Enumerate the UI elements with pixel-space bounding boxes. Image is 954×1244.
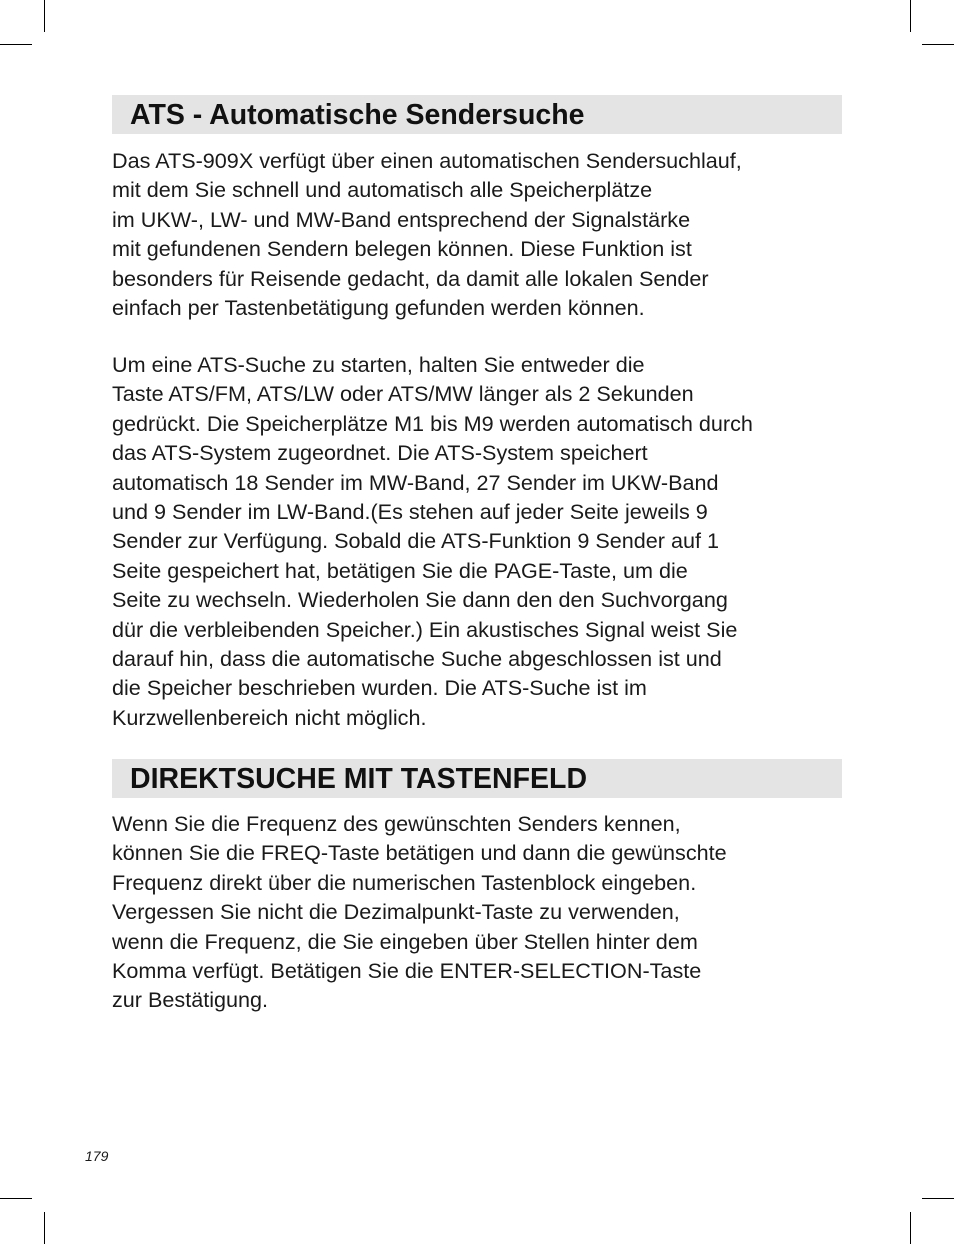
- page-number: 179: [85, 1148, 109, 1164]
- section-heading-direktsuche: DIREKTSUCHE MIT TASTENFELD: [112, 759, 842, 798]
- text-line: die Speicher beschrieben wurden. Die ATS-Suche ist im: [112, 675, 647, 701]
- text-line: Kurzwellenbereich nicht möglich.: [112, 704, 427, 730]
- text-line: Um eine ATS-Suche zu starten, halten Sie entweder die: [112, 352, 645, 377]
- crop-mark-bottom-left-vertical: [44, 1212, 45, 1244]
- paragraph-direktsuche: [112, 809, 852, 1015]
- text-line: Vergessen Sie nicht die Dezimalpunkt-Taste zu verwenden,: [112, 899, 680, 925]
- text-line: automatisch 18 Sender im MW-Band, 27 Sender im UKW-Band: [112, 469, 719, 495]
- crop-mark-top-right-vertical: [910, 0, 911, 32]
- text-line: das ATS-System zugeordnet. Die ATS-System speichert: [112, 440, 648, 466]
- text-line: Frequenz direkt über die numerischen Tastenblock eingeben.: [112, 869, 697, 895]
- crop-mark-top-right-horizontal: [922, 44, 954, 45]
- crop-mark-bottom-right-horizontal: [922, 1198, 954, 1199]
- section-heading-ats: ATS - Automatische Sendersuche: [112, 95, 842, 134]
- text-line: können Sie die FREQ-Taste betätigen und dann die gewünschte: [112, 840, 727, 866]
- crop-mark-top-left-horizontal: [0, 44, 32, 45]
- text-line: zur Bestätigung.: [112, 987, 269, 1013]
- text-line: mit gefundenen Sendern belegen können. Diese Funktion ist: [112, 236, 692, 262]
- text-line: Seite gespeichert hat, betätigen Sie die PAGE-Taste, um die: [112, 557, 688, 583]
- text-line: im UKW-, LW- und MW-Band entsprechend der Signalstärke: [112, 206, 691, 232]
- text-line: besonders für Reisende gedacht, da damit alle lokalen Sender: [112, 265, 709, 291]
- crop-mark-top-left-vertical: [44, 0, 45, 32]
- paragraph-ats-usage: [112, 350, 852, 732]
- text-line: wenn die Frequenz, die Sie eingeben über Stellen hinter dem: [112, 928, 698, 954]
- paragraph-ats-intro: [112, 146, 852, 322]
- text-line: und 9 Sender im LW-Band.(Es stehen auf jeder Seite jeweils 9: [112, 499, 708, 525]
- text-line: Das ATS-909X verfügt über einen automatischen Sendersuchlauf,: [112, 148, 742, 173]
- crop-mark-bottom-right-vertical: [910, 1212, 911, 1244]
- text-line: Sender zur Verfügung. Sobald die ATS-Funktion 9 Sender auf 1: [112, 528, 720, 554]
- text-line: Seite zu wechseln. Wiederholen Sie dann den den Suchvorgang: [112, 587, 728, 613]
- text-line: Komma verfügt. Betätigen Sie die ENTER-SELECTION-Taste: [112, 958, 702, 984]
- text-line: einfach per Tastenbetätigung gefunden werden können.: [112, 295, 645, 321]
- text-line: Taste ATS/FM, ATS/LW oder ATS/MW länger als 2 Sekunden: [112, 381, 694, 407]
- text-line: Wenn Sie die Frequenz des gewünschten Senders kennen,: [112, 811, 681, 836]
- text-line: dür die verbleibenden Speicher.) Ein akustisches Signal weist Sie: [112, 616, 738, 642]
- text-line: gedrückt. Die Speicherplätze M1 bis M9 werden automatisch durch: [112, 410, 753, 436]
- crop-mark-bottom-left-horizontal: [0, 1198, 32, 1199]
- text-line: darauf hin, dass die automatische Suche abgeschlossen ist und: [112, 646, 722, 672]
- text-line: mit dem Sie schnell und automatisch alle Speicherplätze: [112, 177, 653, 203]
